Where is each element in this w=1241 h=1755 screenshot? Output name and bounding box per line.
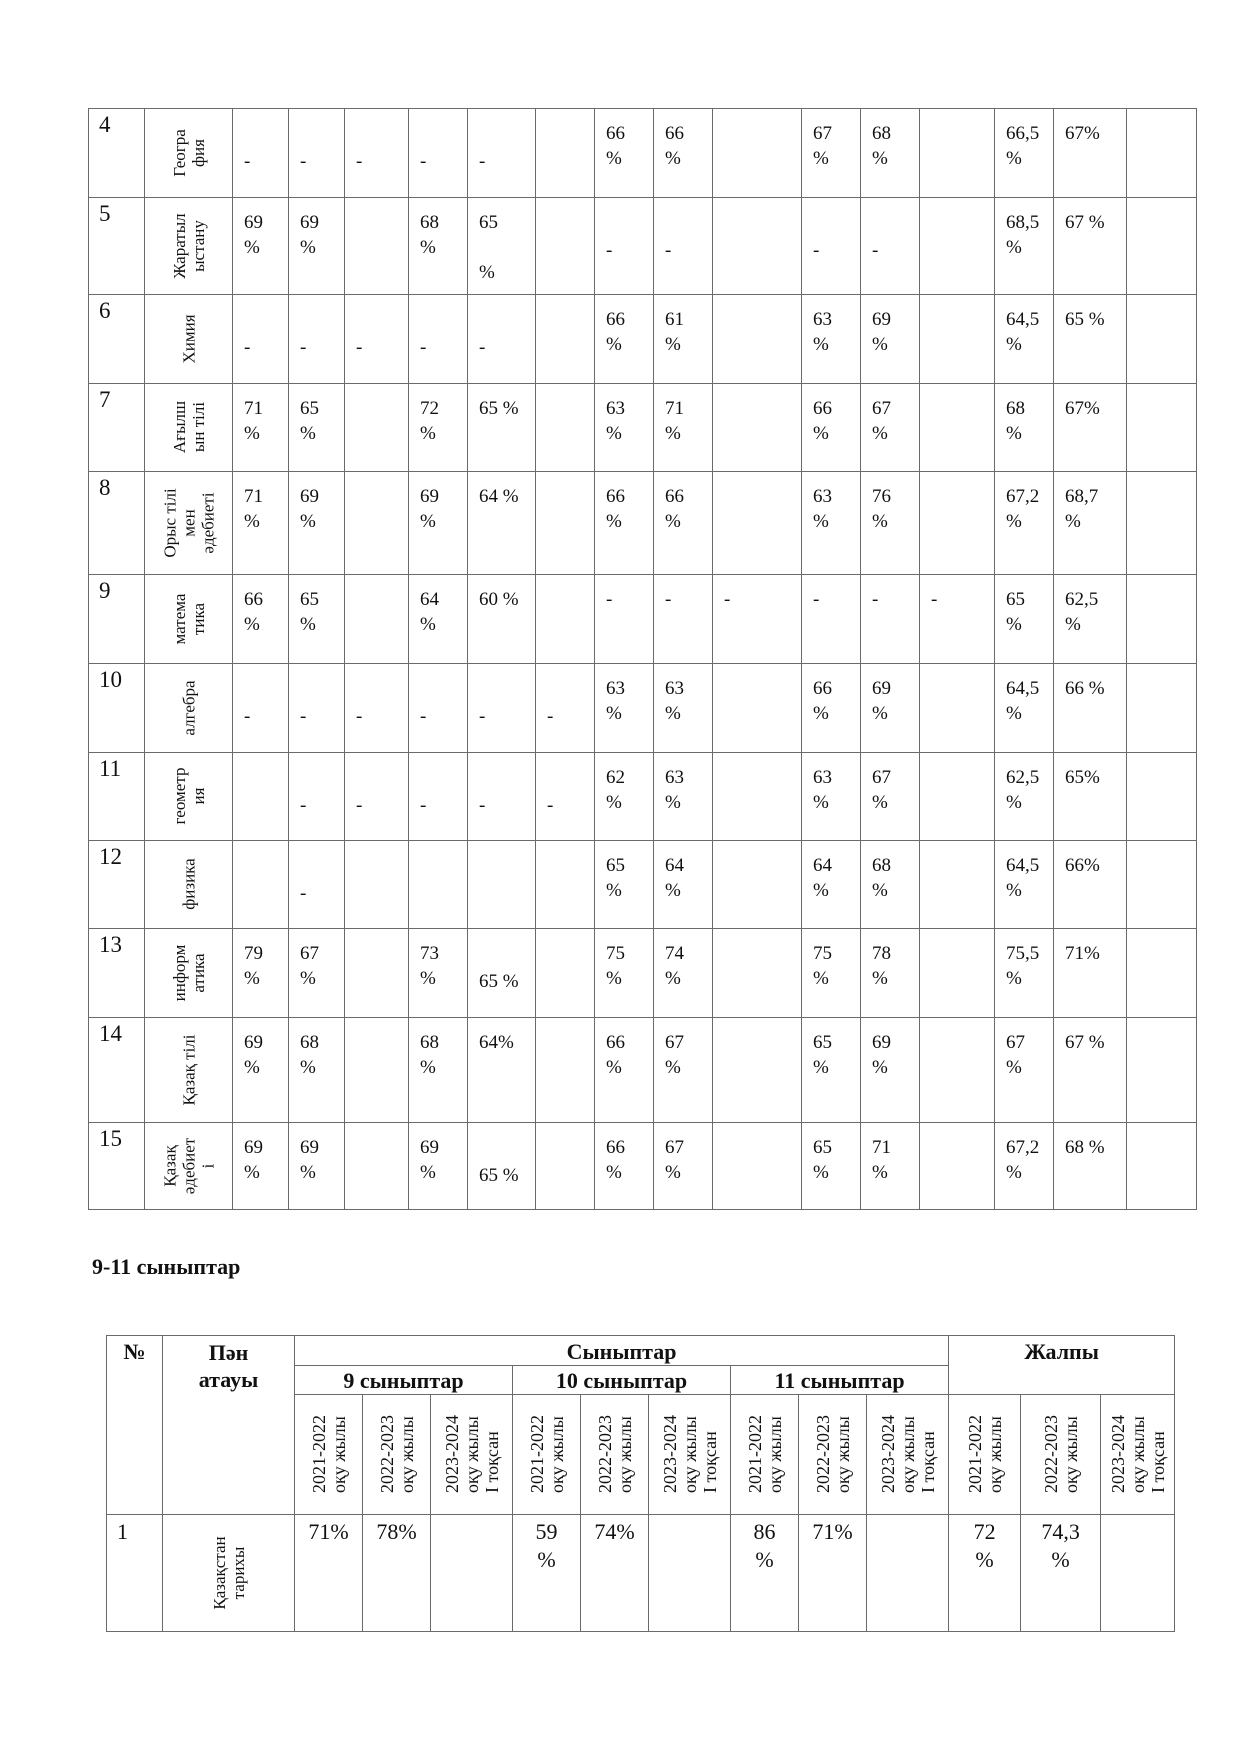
value-cell: 66 % (802, 664, 861, 753)
table-row (89, 575, 1197, 664)
value-cell: 67 % (1054, 198, 1127, 295)
value-cell: 67% (1054, 384, 1127, 472)
value-cell: 75 % (595, 929, 654, 1018)
value-cell: 63 % (802, 753, 861, 841)
value-cell: 64% (468, 1018, 536, 1123)
row-number: 13 (89, 929, 145, 1018)
year-header: 2022-2023 оқу жылы (363, 1395, 431, 1515)
value-cell: 62,5 % (995, 753, 1054, 841)
value-cell (920, 109, 995, 198)
subject-name: геометр ия (145, 753, 233, 841)
value-cell: 64 % (654, 841, 713, 929)
value-cell (920, 1018, 995, 1123)
subject-name: Қазақ әдебиет і (145, 1123, 233, 1210)
value-cell: 69 % (409, 1123, 468, 1210)
value-cell: 69 % (409, 472, 468, 575)
value-cell (713, 472, 802, 575)
value-cell (409, 841, 468, 929)
value-cell: - (654, 575, 713, 664)
row-number: 8 (89, 472, 145, 575)
value-cell: 66 % (595, 295, 654, 384)
value-cell: - (409, 753, 468, 841)
value-cell (920, 472, 995, 575)
value-cell: - (345, 109, 409, 198)
value-cell (536, 295, 595, 384)
value-cell (1127, 1123, 1197, 1210)
value-cell: 59 % (513, 1515, 581, 1632)
row-number: 1 (107, 1515, 163, 1632)
value-cell: - (654, 198, 713, 295)
value-cell (536, 472, 595, 575)
value-cell: - (289, 109, 345, 198)
value-cell (920, 198, 995, 295)
subject-results-table (88, 108, 1197, 1210)
value-cell: 65 % (289, 384, 345, 472)
table-row (89, 472, 1197, 575)
value-cell (649, 1515, 731, 1632)
row-number: 6 (89, 295, 145, 384)
grades-9-11-table (106, 1335, 1175, 1632)
value-cell: 64,5 % (995, 664, 1054, 753)
value-cell: - (409, 295, 468, 384)
row-number: 7 (89, 384, 145, 472)
value-cell: 71 % (233, 472, 289, 575)
value-cell: 68,5 % (995, 198, 1054, 295)
value-cell: 68,7 % (1054, 472, 1127, 575)
table-row (89, 753, 1197, 841)
value-cell (713, 384, 802, 472)
value-cell: 62,5 % (1054, 575, 1127, 664)
value-cell: 65 % (995, 575, 1054, 664)
value-cell: - (289, 664, 345, 753)
value-cell: 71 % (861, 1123, 920, 1210)
value-cell (920, 664, 995, 753)
value-cell (713, 198, 802, 295)
value-cell: 67 % (1054, 1018, 1127, 1123)
value-cell: 64,5 % (995, 841, 1054, 929)
value-cell (536, 575, 595, 664)
value-cell: - (345, 753, 409, 841)
value-cell: - (233, 295, 289, 384)
value-cell: 73 % (409, 929, 468, 1018)
subject-name: физика (145, 841, 233, 929)
table-row (89, 929, 1197, 1018)
value-cell: 79 % (233, 929, 289, 1018)
value-cell (713, 1123, 802, 1210)
value-cell: - (468, 295, 536, 384)
value-cell (536, 841, 595, 929)
section-title: 9-11 сыныптар (92, 1254, 241, 1279)
table-row (89, 1123, 1197, 1210)
value-cell: 60 % (468, 575, 536, 664)
value-cell: 67,2 % (995, 472, 1054, 575)
year-header: 2022-2023 оқу жылы (799, 1395, 867, 1515)
value-cell (536, 384, 595, 472)
row-number: 9 (89, 575, 145, 664)
value-cell (233, 753, 289, 841)
value-cell: - (345, 664, 409, 753)
year-header: 2022-2023 оқу жылы (581, 1395, 649, 1515)
value-cell (713, 295, 802, 384)
value-cell: 65 % (1054, 295, 1127, 384)
value-cell (1127, 198, 1197, 295)
value-cell: 68 % (1054, 1123, 1127, 1210)
row-number: 14 (89, 1018, 145, 1123)
subject-name: информ атика (145, 929, 233, 1018)
value-cell (233, 841, 289, 929)
value-cell: 65 % (468, 198, 536, 295)
value-cell: - (468, 109, 536, 198)
value-cell (713, 929, 802, 1018)
row-number: 10 (89, 664, 145, 753)
value-cell: - (861, 575, 920, 664)
value-cell: - (595, 198, 654, 295)
value-cell: 78 % (861, 929, 920, 1018)
value-cell: 71% (295, 1515, 363, 1632)
value-cell (920, 295, 995, 384)
value-cell: 65 % (289, 575, 345, 664)
table-row (89, 1018, 1197, 1123)
value-cell (345, 841, 409, 929)
value-cell: 64 % (802, 841, 861, 929)
value-cell: 78% (363, 1515, 431, 1632)
value-cell: 66 % (595, 109, 654, 198)
value-cell (1127, 929, 1197, 1018)
value-cell: - (920, 575, 995, 664)
value-cell (345, 1018, 409, 1123)
value-cell: 67,2 % (995, 1123, 1054, 1210)
value-cell (536, 198, 595, 295)
row-number: 15 (89, 1123, 145, 1210)
value-cell (345, 384, 409, 472)
value-cell (431, 1515, 513, 1632)
value-cell (920, 753, 995, 841)
value-cell (867, 1515, 949, 1632)
year-header: 2021-2022 оқу жылы (949, 1395, 1021, 1515)
value-cell (536, 109, 595, 198)
value-cell: 69 % (861, 295, 920, 384)
value-cell: 72 % (409, 384, 468, 472)
value-cell (345, 198, 409, 295)
value-cell: 69 % (289, 472, 345, 575)
year-header: 2021-2022 оқу жылы (295, 1395, 363, 1515)
value-cell: 66% (1054, 841, 1127, 929)
table-row (107, 1515, 1175, 1632)
value-cell (536, 929, 595, 1018)
value-cell: 71 % (654, 384, 713, 472)
value-cell: 67 % (861, 384, 920, 472)
value-cell (713, 109, 802, 198)
value-cell: 86 % (731, 1515, 799, 1632)
value-cell (713, 1018, 802, 1123)
value-cell: - (536, 664, 595, 753)
value-cell: 67 % (861, 753, 920, 841)
value-cell (1127, 295, 1197, 384)
value-cell (1101, 1515, 1175, 1632)
value-cell: 68 % (409, 198, 468, 295)
value-cell: - (409, 664, 468, 753)
value-cell: 75,5 % (995, 929, 1054, 1018)
value-cell: 74,3 % (1021, 1515, 1101, 1632)
table-row (89, 841, 1197, 929)
value-cell: 68 % (861, 109, 920, 198)
value-cell: - (861, 198, 920, 295)
value-cell (1127, 753, 1197, 841)
value-cell: 68 % (995, 384, 1054, 472)
value-cell: 66 % (595, 1018, 654, 1123)
value-cell: 74% (581, 1515, 649, 1632)
value-cell: 66 % (595, 1123, 654, 1210)
row-number: 5 (89, 198, 145, 295)
value-cell (1127, 109, 1197, 198)
value-cell: 71 % (233, 384, 289, 472)
value-cell: 66,5 % (995, 109, 1054, 198)
value-cell (920, 1123, 995, 1210)
value-cell: 66 % (1054, 664, 1127, 753)
subject-name: Қазақ тілі (145, 1018, 233, 1123)
value-cell: 66 % (595, 472, 654, 575)
value-cell: 67% (1054, 109, 1127, 198)
value-cell: - (468, 753, 536, 841)
value-cell: - (802, 575, 861, 664)
value-cell: 65 % (802, 1018, 861, 1123)
value-cell: - (409, 109, 468, 198)
value-cell: - (536, 753, 595, 841)
value-cell (713, 753, 802, 841)
value-cell: 69 % (861, 1018, 920, 1123)
value-cell: 68 % (861, 841, 920, 929)
value-cell: 69 % (233, 1018, 289, 1123)
header-grade-9: 9 сыныптар (295, 1366, 513, 1395)
value-cell: - (345, 295, 409, 384)
value-cell (1127, 384, 1197, 472)
value-cell (713, 664, 802, 753)
value-cell: 67 % (654, 1018, 713, 1123)
subject-name: Химия (145, 295, 233, 384)
value-cell (920, 929, 995, 1018)
value-cell: 69 % (233, 1123, 289, 1210)
value-cell: 63 % (802, 472, 861, 575)
value-cell (345, 929, 409, 1018)
value-cell: 67 % (802, 109, 861, 198)
value-cell: 65 % (802, 1123, 861, 1210)
table-row (89, 664, 1197, 753)
value-cell (1127, 841, 1197, 929)
value-cell: 66 % (233, 575, 289, 664)
subject-name: Геогра фия (145, 109, 233, 198)
row-number: 4 (89, 109, 145, 198)
value-cell (713, 841, 802, 929)
value-cell: 63 % (595, 664, 654, 753)
value-cell: 69 % (289, 198, 345, 295)
value-cell: 65 % (468, 1123, 536, 1210)
value-cell: 69 % (289, 1123, 345, 1210)
value-cell: 68 % (289, 1018, 345, 1123)
value-cell: 64 % (468, 472, 536, 575)
value-cell: 67 % (289, 929, 345, 1018)
value-cell: 66 % (654, 109, 713, 198)
value-cell: 63 % (595, 384, 654, 472)
value-cell: - (713, 575, 802, 664)
value-cell: 66 % (802, 384, 861, 472)
row-number: 11 (89, 753, 145, 841)
value-cell (345, 1123, 409, 1210)
value-cell (1127, 1018, 1197, 1123)
value-cell (920, 841, 995, 929)
table-row (89, 109, 1197, 198)
value-cell: - (289, 295, 345, 384)
value-cell: 74 % (654, 929, 713, 1018)
value-cell (345, 575, 409, 664)
value-cell: 65% (1054, 753, 1127, 841)
value-cell: 76 % (861, 472, 920, 575)
year-header: 2023-2024 оқу жылы I тоқсан (431, 1395, 513, 1515)
header-grade-11: 11 сыныптар (731, 1366, 949, 1395)
table-row (89, 198, 1197, 295)
subject-name: алгебра (145, 664, 233, 753)
value-cell (920, 384, 995, 472)
value-cell: 65 % (595, 841, 654, 929)
value-cell: - (289, 753, 345, 841)
value-cell: 65 % (468, 929, 536, 1018)
value-cell: 64,5 % (995, 295, 1054, 384)
year-header: 2021-2022 оқу жылы (731, 1395, 799, 1515)
table-row (89, 384, 1197, 472)
value-cell: - (802, 198, 861, 295)
value-cell: 75 % (802, 929, 861, 1018)
value-cell (468, 841, 536, 929)
value-cell: 63 % (654, 664, 713, 753)
value-cell: 65 % (468, 384, 536, 472)
header-subject: Пән атауы (163, 1336, 295, 1515)
value-cell (1127, 664, 1197, 753)
value-cell: 71% (1054, 929, 1127, 1018)
header-number: № (107, 1336, 163, 1515)
value-cell: 66 % (654, 472, 713, 575)
year-header: 2022-2023 оқу жылы (1021, 1395, 1101, 1515)
value-cell: 71% (799, 1515, 867, 1632)
value-cell: 69 % (233, 198, 289, 295)
subject-name: матема тика (145, 575, 233, 664)
value-cell (1127, 472, 1197, 575)
value-cell: 72 % (949, 1515, 1021, 1632)
year-header: 2023-2024 оқу жылы I тоқсан (1101, 1395, 1175, 1515)
value-cell: 67 % (995, 1018, 1054, 1123)
value-cell: 62 % (595, 753, 654, 841)
value-cell (1127, 575, 1197, 664)
value-cell (536, 1123, 595, 1210)
header-total: Жалпы (949, 1336, 1175, 1395)
value-cell: 61 % (654, 295, 713, 384)
table-row (89, 295, 1197, 384)
value-cell: - (595, 575, 654, 664)
subject-name: Қазақстан тарихы (163, 1515, 295, 1632)
value-cell: - (233, 109, 289, 198)
header-classes: Сыныптар (295, 1336, 949, 1366)
value-cell (345, 472, 409, 575)
year-header: 2023-2024 оқу жылы I тоқсан (867, 1395, 949, 1515)
year-header: 2023-2024 оқу жылы I тоқсан (649, 1395, 731, 1515)
value-cell: 68 % (409, 1018, 468, 1123)
year-header: 2021-2022 оқу жылы (513, 1395, 581, 1515)
value-cell: 63 % (802, 295, 861, 384)
subject-name: Орыс тілі мен әдебиеті (145, 472, 233, 575)
subject-name: Жаратыл ыстану (145, 198, 233, 295)
value-cell: 67 % (654, 1123, 713, 1210)
value-cell: 69 % (861, 664, 920, 753)
row-number: 12 (89, 841, 145, 929)
value-cell: - (468, 664, 536, 753)
header-grade-10: 10 сыныптар (513, 1366, 731, 1395)
subject-name: Ағылш ын тілі (145, 384, 233, 472)
value-cell: - (289, 841, 345, 929)
value-cell: 63 % (654, 753, 713, 841)
value-cell: 64 % (409, 575, 468, 664)
value-cell: - (233, 664, 289, 753)
value-cell (536, 1018, 595, 1123)
